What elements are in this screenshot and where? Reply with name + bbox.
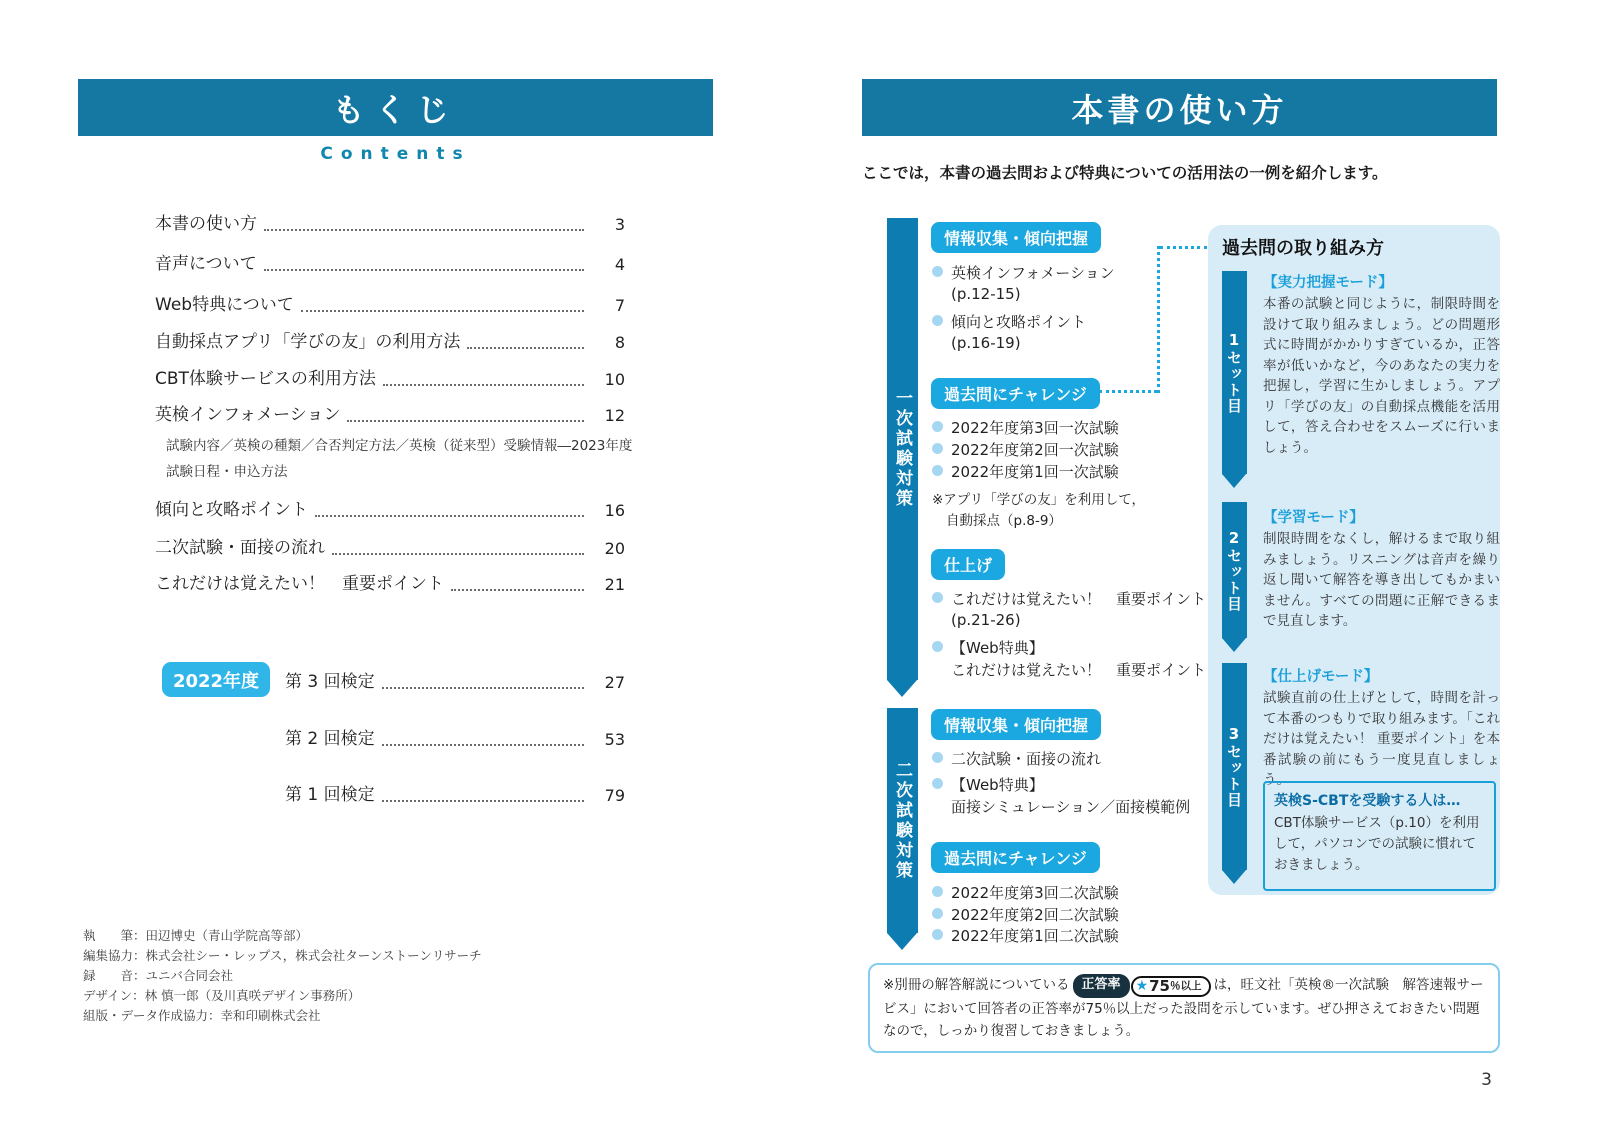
- toc-subitem: 試験内容／英検の種類／合否判定方法／英検（従来型）受験情報―2023年度: [166, 438, 633, 454]
- second-exam-flow-bar: [887, 708, 918, 933]
- flow-item-subtext: 面接シミュレーション／面接模範例: [951, 798, 1191, 816]
- credit-line: 執 筆：田辺博史（青山学院高等部）: [83, 928, 309, 943]
- first-exam-flow-bar: [887, 218, 918, 680]
- note-text-before: ※別冊の解答解説についている: [883, 977, 1070, 993]
- flow-item-pageref: (p.16-19): [951, 334, 1021, 352]
- toc-item-label: 第 3 回検定: [285, 672, 375, 692]
- flow-item: [932, 748, 1101, 769]
- second-exam-flow-bar-label: 二次試験対策: [892, 760, 912, 881]
- flow-item: [932, 311, 1086, 332]
- toc-item-label: 傾向と攻略ポイント: [155, 500, 308, 520]
- credit-line: デザイン：林 慎一郎（及川真咲デザイン事務所）: [83, 988, 361, 1003]
- toc-item-label: 第 1 回検定: [285, 785, 375, 805]
- toc-item: [155, 401, 625, 425]
- toc-item-page: 21: [604, 575, 625, 594]
- dot-leader: [382, 674, 584, 689]
- dotted-connector-horizontal: [1099, 390, 1157, 393]
- toc-item-page: 3: [614, 215, 625, 234]
- flow-item: [932, 774, 1044, 795]
- flow-item: [932, 588, 1206, 609]
- past-questions-label-2: 過去問にチャレンジ: [931, 842, 1100, 873]
- credit-line: 録 音：ユニバ合同会社: [83, 968, 234, 983]
- dot-leader: [264, 216, 584, 231]
- toc-item-page: 8: [614, 333, 625, 352]
- flow-item: [932, 637, 1044, 658]
- flow-item-text: 2022年度第2回二次試験: [951, 906, 1119, 924]
- dot-leader: [301, 297, 584, 312]
- toc-item-label: CBT体験サービスの利用方法: [155, 369, 376, 389]
- dot-leader: [264, 256, 584, 271]
- mode1-heading: 【実力把握モード】: [1263, 275, 1393, 291]
- toc-item-label: 音声について: [155, 254, 257, 274]
- toc-item-page: 53: [604, 730, 625, 749]
- info-gathering-label: 情報収集・傾向把握: [931, 222, 1101, 253]
- toc-item: [155, 534, 625, 558]
- bullet-icon: [932, 592, 943, 603]
- flow-item-text: 傾向と攻略ポイント: [951, 313, 1087, 331]
- accuracy-note-box: [868, 963, 1500, 1053]
- flow-item-text: 【Web特典】: [951, 776, 1044, 794]
- toc-item-label: Web特典について: [155, 295, 294, 315]
- toc-item-label: 第 2 回検定: [285, 729, 375, 749]
- bullet-icon: [932, 929, 943, 940]
- dotted-connector-horizontal: [1160, 246, 1207, 249]
- mode3-heading: 【仕上げモード】: [1263, 669, 1379, 685]
- set3-bar-label: 3セット目: [1225, 725, 1243, 808]
- accuracy-threshold-pill: [1131, 976, 1211, 997]
- contents-subtitle: Contents: [320, 144, 471, 164]
- flow-item: [932, 461, 1119, 482]
- set3-bar: [1222, 663, 1247, 870]
- bullet-icon: [932, 752, 943, 763]
- set1-bar: [1222, 271, 1247, 474]
- toc-item: [155, 210, 625, 234]
- approach-panel-heading: 過去問の取り組み方: [1222, 238, 1384, 259]
- dot-leader: [315, 502, 584, 517]
- bullet-icon: [932, 421, 943, 432]
- flow-item-text: 二次試験・面接の流れ: [951, 750, 1102, 768]
- past-questions-label: 過去問にチャレンジ: [931, 378, 1100, 409]
- flow-item-text: 2022年度第2回一次試験: [951, 441, 1119, 459]
- toc-year-item: [285, 725, 625, 749]
- accuracy-unit: ％以上: [1170, 979, 1202, 992]
- flow-item-text: 2022年度第1回一次試験: [951, 463, 1119, 481]
- star-icon: ★: [1135, 978, 1149, 994]
- dotted-connector-vertical: [1157, 246, 1160, 393]
- toc-item-label: 自動採点アプリ「学びの友」の利用方法: [155, 332, 461, 352]
- contents-header-band: [78, 79, 713, 136]
- toc-item: [155, 291, 625, 315]
- scbt-box: [1263, 781, 1496, 891]
- toc-item-page: 7: [614, 296, 625, 315]
- flow-item-pageref: (p.21-26): [951, 611, 1021, 629]
- first-exam-flow-bar-label: 一次試験対策: [892, 389, 912, 509]
- credits-block: [83, 926, 482, 1026]
- set1-bar-label: 1セット目: [1225, 331, 1243, 414]
- dot-leader: [382, 731, 584, 746]
- accuracy-value: 75: [1149, 976, 1170, 995]
- bullet-icon: [932, 778, 943, 789]
- credit-line: 編集協力：株式会社シー・レップス，株式会社ターンストーンリサーチ: [83, 948, 482, 963]
- dot-leader: [467, 334, 584, 349]
- flow-item-pageref: (p.12-15): [951, 285, 1021, 303]
- flow-item-subtext: これだけは覚えたい！ 重要ポイント: [951, 661, 1207, 679]
- flow-item: [932, 882, 1119, 903]
- toc-subitem: 試験日程・申込方法: [166, 464, 288, 480]
- toc-item: [155, 328, 625, 352]
- flow-item-text: 【Web特典】: [951, 639, 1044, 657]
- set2-bar: [1222, 502, 1247, 638]
- set2-bar-label: 2セット目: [1225, 528, 1243, 612]
- toc-item: [155, 496, 625, 520]
- flow-item: [932, 417, 1119, 438]
- flow-item-text: 2022年度第1回二次試験: [951, 927, 1119, 945]
- mode1-body: 本番の試験と同じように，制限時間を設けて取り組みましょう。どの問題形式に時間がかかりすぎているか，正答率が低いかなど，今のあなたの実力を把握し，学習に生かしましょう。アプリ「学びの友」の自動採点機能を活用して，答え合わせをスムーズに行いましょう。: [1263, 296, 1500, 456]
- dot-leader: [382, 787, 584, 802]
- toc-item-label: 二次試験・面接の流れ: [155, 538, 325, 558]
- dot-leader: [347, 407, 584, 422]
- finishing-label: 仕上げ: [931, 549, 1005, 580]
- usage-header-band: [862, 79, 1497, 136]
- toc-item-page: 27: [604, 673, 625, 692]
- bullet-icon: [932, 886, 943, 897]
- toc-item-page: 4: [614, 255, 625, 274]
- mode2-heading: 【学習モード】: [1263, 510, 1364, 526]
- flow-item: [932, 262, 1115, 283]
- flow-item: [932, 904, 1119, 925]
- scbt-box-title: 英検S-CBTを受験する人は…: [1274, 793, 1461, 809]
- toc-year-item: [285, 781, 625, 805]
- approach-panel: [1208, 225, 1500, 895]
- toc-item: [155, 250, 625, 274]
- flow-item: [932, 925, 1119, 946]
- bullet-icon: [932, 465, 943, 476]
- flow-item: [932, 439, 1119, 460]
- toc-item-label: これだけは覚えたい！ 重要ポイント: [155, 574, 444, 594]
- toc-item-page: 20: [604, 539, 625, 558]
- bullet-icon: [932, 266, 943, 277]
- year-2022-badge: 2022年度: [162, 662, 270, 697]
- flow-item-text: 2022年度第3回二次試験: [951, 884, 1119, 902]
- note-text-after: は，旺文社「英検®一次試験 解答速報サービス」において回答者の正答率が75％以上だった設問を示しています。ぜひ押さえておきたい問題なので，しっかり復習しておきましょう。: [883, 977, 1484, 1039]
- dot-leader: [383, 371, 584, 386]
- credit-line: 組版・データ作成協力：幸和印刷株式会社: [83, 1008, 321, 1023]
- toc-year-item: [285, 668, 625, 692]
- flow-item-text: 英検インフォメーション: [951, 264, 1115, 282]
- flow-item-text: これだけは覚えたい！ 重要ポイント: [951, 590, 1207, 608]
- scbt-box-body: CBT体験サービス（p.10）を利用して，パソコンでの試験に慣れておきましょう。: [1274, 815, 1480, 873]
- toc-item-page: 12: [604, 406, 625, 425]
- toc-item: [155, 570, 625, 594]
- toc-item-page: 10: [604, 370, 625, 389]
- bullet-icon: [932, 443, 943, 454]
- toc-item-page: 79: [604, 786, 625, 805]
- usage-intro: ここでは，本書の過去問および特典についての活用法の一例を紹介します。: [862, 164, 1388, 182]
- mode2-body: 制限時間をなくし，解けるまで取り組みましょう。リスニングは音声を繰り返し聞いて解答を導き出してもかまいません。すべての問題に正解できるまで見直します。: [1263, 531, 1500, 629]
- flow-note: 自動採点（p.8-9）: [946, 513, 1062, 529]
- bullet-icon: [932, 641, 943, 652]
- toc-item-label: 本書の使い方: [155, 214, 257, 234]
- flow-item-text: 2022年度第3回一次試験: [951, 419, 1119, 437]
- bullet-icon: [932, 908, 943, 919]
- dot-leader: [332, 540, 584, 555]
- info-gathering-label-2: 情報収集・傾向把握: [931, 709, 1101, 740]
- flow-note: ※アプリ「学びの友」を利用して，: [932, 492, 1146, 508]
- usage-title: 本書の使い方: [1071, 90, 1288, 129]
- accuracy-rate-badge: 正答率: [1073, 974, 1130, 998]
- toc-item-label: 英検インフォメーション: [155, 405, 341, 425]
- page-number: 3: [1481, 1070, 1492, 1090]
- toc-item: [155, 365, 625, 389]
- dot-leader: [451, 576, 584, 591]
- toc-item-page: 16: [604, 501, 625, 520]
- contents-title: もくじ: [332, 90, 459, 129]
- bullet-icon: [932, 315, 943, 326]
- mode3-body: 試験直前の仕上げとして，時間を計って本番のつもりで取り組みます。「これだけは覚えたい！ 重要ポイント」を本番試験の前にもう一度見直しましょう。: [1263, 690, 1500, 788]
